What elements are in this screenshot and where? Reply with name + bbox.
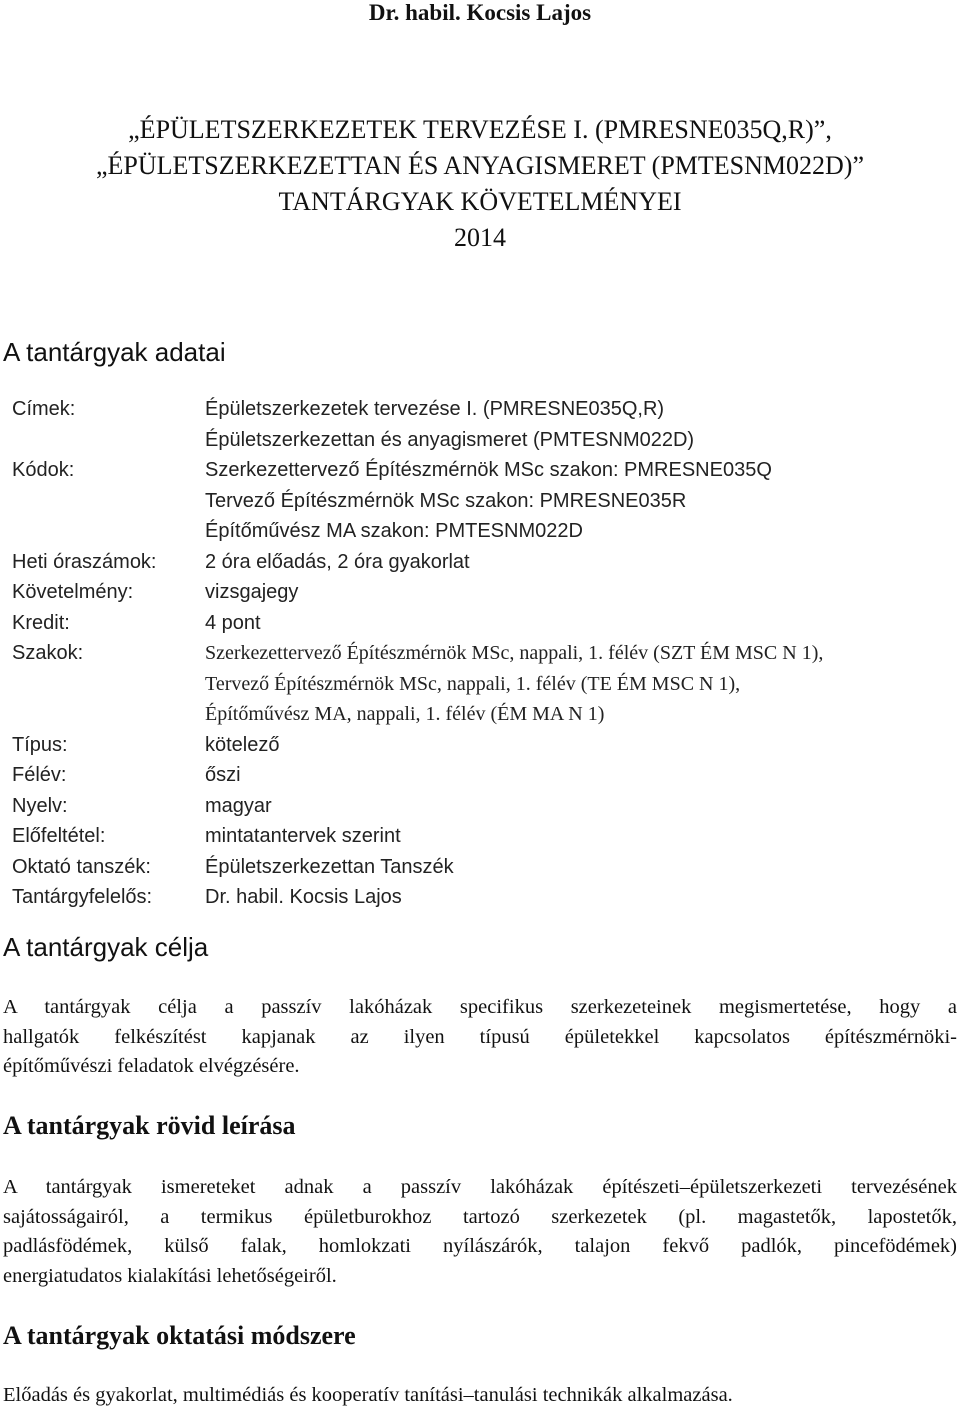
header-author: Dr. habil. Kocsis Lajos <box>368 0 592 25</box>
info-value: őszi <box>205 764 241 786</box>
info-label: Követelmény: <box>12 581 134 603</box>
info-label: Kredit: <box>12 611 70 634</box>
paragraph-line: energiatudatos kialakítási lehetőségeiről. <box>3 1264 337 1287</box>
title-line: „ÉPÜLETSZERKEZETEK TERVEZÉSE I. (PMRESNE035Q,R)”, <box>128 115 832 144</box>
info-value: Épületszerkezetek tervezése I. (PMRESNE035Q,R) <box>205 398 665 420</box>
info-label: Nyelv: <box>12 794 68 817</box>
info-value: 2 óra előadás, 2 óra gyakorlat <box>205 550 470 573</box>
info-label: Címek: <box>12 398 76 420</box>
info-label: Típus: <box>12 733 68 756</box>
info-row-prerequisite <box>0 821 960 852</box>
info-value: Szerkezettervező Építészmérnök MSc szakon: PMRESNE035Q <box>205 459 772 481</box>
info-row-programs <box>0 638 960 730</box>
paragraph-line: A tantárgyak célja a passzív lakóházak specifikus szerkezeteinek megismertetése, hogy a <box>3 996 957 1018</box>
info-value: Épületszerkezettan és anyagismeret (PMTESNM022D) <box>205 428 695 451</box>
info-row-credit <box>0 608 960 639</box>
info-value: Építőművész MA szakon: PMTESNM022D <box>205 520 583 542</box>
title-year: 2014 <box>454 223 506 252</box>
info-row-hours <box>0 547 960 578</box>
section-heading-goal: A tantárgyak célja <box>3 932 209 962</box>
info-value: Szerkezettervező Építészmérnök MSc, nappali, 1. félév (SZT ÉM MSC N 1), <box>205 642 824 664</box>
info-value: kötelező <box>205 733 280 756</box>
info-label: Előfeltétel: <box>12 825 106 847</box>
paragraph-line: hallgatók felkészítést kapjanak az ilyen típusú épületekkel kapcsolatos építészmérnöki- <box>3 1025 957 1048</box>
info-row-department <box>0 852 960 883</box>
info-value: 4 pont <box>205 611 261 634</box>
info-label: Oktató tanszék: <box>12 855 151 878</box>
paragraph-line: Előadás és gyakorlat, multimédiás és kooperatív tanítási–tanulási technikák alkalmazása. <box>3 1384 733 1406</box>
info-value: Épületszerkezettan Tanszék <box>205 855 454 878</box>
section-heading-data: A tantárgyak adatai <box>3 337 226 367</box>
course-info-table <box>0 394 960 913</box>
info-row-titles <box>0 394 960 455</box>
goal-paragraph <box>3 993 957 1082</box>
section-heading-summary: A tantárgyak rövid leírása <box>3 1111 296 1140</box>
document-title <box>0 112 960 256</box>
info-row-responsible <box>0 882 960 913</box>
info-row-language <box>0 791 960 822</box>
info-label: Félév: <box>12 764 67 786</box>
title-line: „ÉPÜLETSZERKEZETTAN ÉS ANYAGISMERET (PMTESNM022D)” <box>95 151 864 180</box>
section-heading-method: A tantárgyak oktatási módszere <box>3 1321 356 1350</box>
title-line: TANTÁRGYAK KÖVETELMÉNYEI <box>278 187 682 216</box>
info-value: Tervező Építészmérnök MSc, nappali, 1. félév (TE ÉM MSC N 1), <box>205 672 741 695</box>
paragraph-line: építőművészi feladatok elvégzésére. <box>3 1055 300 1077</box>
info-row-semester <box>0 760 960 791</box>
paragraph-line: padlásfödémek, külső falak, homlokzati nyílászárók, talajon fekvő padlók, pincefödémek) <box>3 1235 957 1257</box>
method-paragraph <box>3 1381 957 1411</box>
info-value: Dr. habil. Kocsis Lajos <box>205 886 402 908</box>
info-value: Tervező Építészmérnök MSc szakon: PMRESNE035R <box>205 489 687 512</box>
info-value: magyar <box>205 794 272 817</box>
paragraph-line: sajátosságairól, a termikus épületburokhoz tartozó szerkezetek (pl. magastetők, lapostetők, <box>3 1205 957 1228</box>
info-value: vizsgajegy <box>205 581 299 603</box>
info-label: Heti óraszámok: <box>12 550 157 573</box>
info-value: mintatantervek szerint <box>205 825 401 847</box>
info-row-requirement <box>0 577 960 608</box>
info-label: Tantárgyfelelős: <box>12 886 153 908</box>
paragraph-line: A tantárgyak ismereteket adnak a passzív lakóházak építészeti–épületszerkezeti tervezésének <box>3 1176 957 1198</box>
info-row-type <box>0 730 960 761</box>
info-label: Szakok: <box>12 642 84 664</box>
info-label: Kódok: <box>12 459 75 481</box>
info-value: Építőművész MA, nappali, 1. félév (ÉM MA N 1) <box>205 703 605 725</box>
summary-paragraph <box>3 1173 957 1291</box>
info-row-codes <box>0 455 960 547</box>
